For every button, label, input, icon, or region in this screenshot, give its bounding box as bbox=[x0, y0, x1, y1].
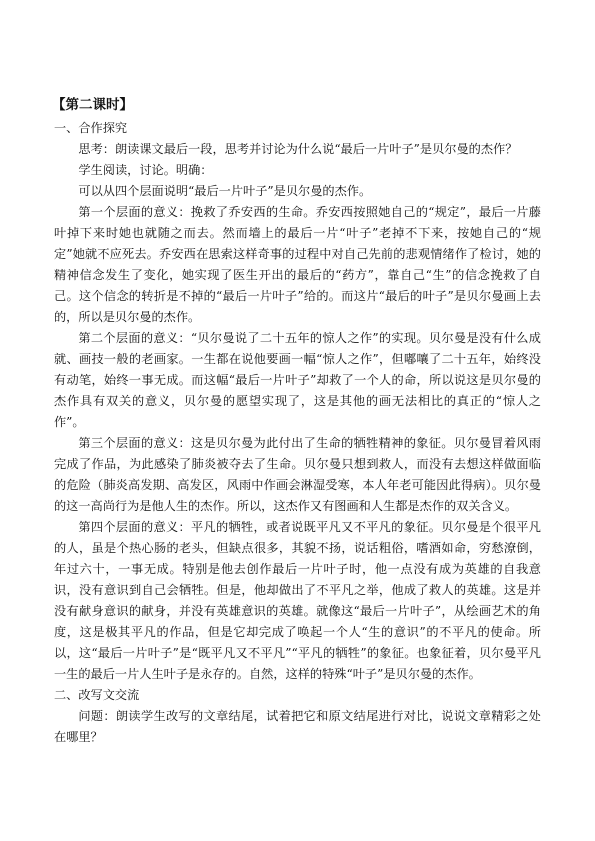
intro-paragraph: 可以从四个层面说明“最后一片叶子”是贝尔曼的杰作。 bbox=[78, 184, 372, 198]
level-one-paragraph: 第一个层面的意义：挽救了乔安西的生命。乔安西按照她自己的“规定”，最后一片藤叶掉下来时她也就随之而去。然而墙上的最后一片“叶子”老掉不下来，按她自己的“规定”她就不应死去。乔安西在思索这样奇事的过程中对自己先前的悲观情绪作了检讨，她的精神信念发生了变化，她实现了医生开出的最后的“药方”，靠自己“生”的信念挽救了自己。这个信念的转折是不掉的“最后一片叶子”给的。而这片“最后的叶子”是贝尔曼画上去的，所以是贝尔曼的杰作。 bbox=[54, 205, 541, 324]
student-activity-paragraph: 学生阅读，讨论。明确： bbox=[78, 163, 213, 177]
rewrite-question-paragraph: 问题：朗读学生改写的文章结尾，试着把它和原文结尾进行对比，说说文章精彩之处在哪里？ bbox=[54, 709, 541, 744]
section-title-rewrite-exchange: 二、改写文交流 bbox=[54, 688, 140, 702]
level-four-paragraph: 第四个层面的意义：平凡的牺牲，或者说既平凡又不平凡的象征。贝尔曼是个很平凡的人，虽是个热心肠的老头，但缺点很多，其貌不扬，说话粗俗，嗜酒如命，穷愁潦倒，年过六十，一事无成。特别是他去创作最后一片叶子时，他一点没有成为英雄的自我意识，没有意识到自己会牺牲。但是，他却做出了不平凡之举，他成了救人的英雄。这是并没有献身意识的献身，并没有英雄意识的英雄。就像这“最后一片叶子”，从绘画艺术的角度，这是极其平凡的作品，但是它却完成了唤起一个人“生的意识”的不平凡的使命。所以，这“最后一片叶子”是“既平凡又不平凡”“平凡的牺牲”的象征。也象征着，贝尔曼平凡一生的最后一片人生叶子是永存的。自然，这样的特殊“叶子”是贝尔曼的杰作。 bbox=[54, 520, 541, 681]
level-three-paragraph: 第三个层面的意义：这是贝尔曼为此付出了生命的牺牲精神的象征。贝尔曼冒着风雨完成了作品，为此感染了肺炎被夺去了生命。贝尔曼只想到救人，而没有去想这样做面临的危险（肺炎高发期、高发区，风雨中作画会淋湿受寒，本人年老可能因此得病）。贝尔曼的这一高尚行为是他人生的杰作。所以，这杰作又有图画和人生都是杰作的双关含义。 bbox=[54, 436, 541, 513]
document-page bbox=[54, 94, 541, 748]
section-title-cooperative-inquiry: 一、合作探究 bbox=[54, 121, 128, 135]
question-paragraph: 思考：朗读课文最后一段，思考并讨论为什么说“最后一片叶子”是贝尔曼的杰作？ bbox=[78, 142, 518, 156]
lesson-heading: 【第二课时】 bbox=[52, 97, 133, 113]
level-two-paragraph: 第二个层面的意义：“贝尔曼说了二十五年的惊人之作”的实现。贝尔曼是没有什么成就、画技一般的老画家。一生都在说他要画一幅“惊人之作”，但嘟嚷了二十五年，始终没有动笔，始终一事无成。而这幅“最后一片叶子”却救了一个人的命，所以说这是贝尔曼的杰作具有双关的意义，贝尔曼的愿望实现了，这是其他的画无法相比的真正的“惊人之作”。 bbox=[54, 331, 541, 429]
